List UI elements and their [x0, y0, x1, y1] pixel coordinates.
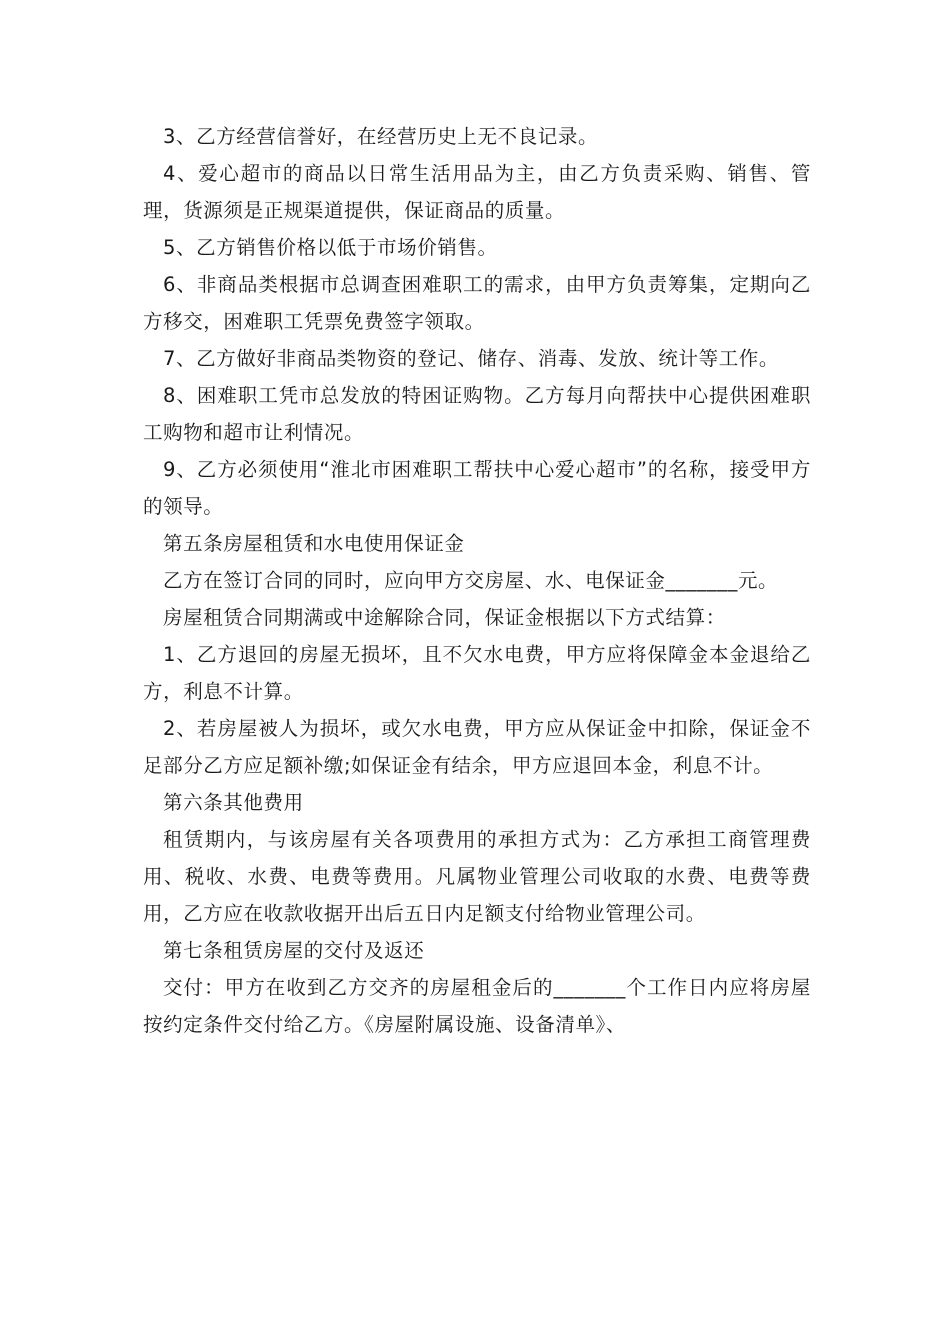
clause-item-6: 6、非商品类根据市总调查困难职工的需求，由甲方负责筹集，定期向乙方移交，困难职工凭票免费签字领取。	[143, 273, 811, 333]
deposit-paragraph: 乙方在签订合同的同时，应向甲方交房屋、水、电保证金_______元。	[163, 569, 779, 592]
settlement-item-2: 2、若房屋被人为损坏，或欠水电费，甲方应从保证金中扣除，保证金不足部分乙方应足额补缴;如保证金有结余，甲方应退回本金，利息不计。	[143, 717, 811, 777]
clause-item-3: 3、乙方经营信誉好，在经营历史上无不良记录。	[163, 125, 599, 148]
settlement-intro: 房屋租赁合同期满或中途解除合同，保证金根据以下方式结算：	[163, 606, 726, 629]
other-fees-paragraph: 租赁期内，与该房屋有关各项费用的承担方式为：乙方承担工商管理费用、税收、水费、电费等费用。凡属物业管理公司收取的水费、电费等费用，乙方应在收款收据开出后五日内足额支付给物业管理公司。	[143, 828, 811, 925]
clause-item-7: 7、乙方做好非商品类物资的登记、储存、消毒、发放、统计等工作。	[163, 347, 780, 370]
document-body	[143, 118, 811, 1043]
clause-item-5: 5、乙方销售价格以低于市场价销售。	[163, 236, 498, 259]
article-5-heading: 第五条房屋租赁和水电使用保证金	[163, 532, 465, 555]
clause-item-4: 4、爱心超市的商品以日常生活用品为主，由乙方负责采购、销售、管理，货源须是正规渠道提供，保证商品的质量。	[143, 162, 811, 222]
settlement-item-1: 1、乙方退回的房屋无损坏，且不欠水电费，甲方应将保障金本金退给乙方，利息不计算。	[143, 643, 811, 703]
article-7-heading: 第七条租赁房屋的交付及返还	[163, 939, 425, 962]
article-6-heading: 第六条其他费用	[163, 791, 304, 814]
clause-item-9: 9、乙方必须使用“淮北市困难职工帮扶中心爱心超市”的名称，接受甲方的领导。	[143, 458, 811, 518]
delivery-paragraph: 交付：甲方在收到乙方交齐的房屋租金后的_______个工作日内应将房屋按约定条件交付给乙方。《房屋附属设施、设备清单》、	[143, 976, 811, 1036]
clause-item-8: 8、困难职工凭市总发放的特困证购物。乙方每月向帮扶中心提供困难职工购物和超市让利情况。	[143, 384, 811, 444]
